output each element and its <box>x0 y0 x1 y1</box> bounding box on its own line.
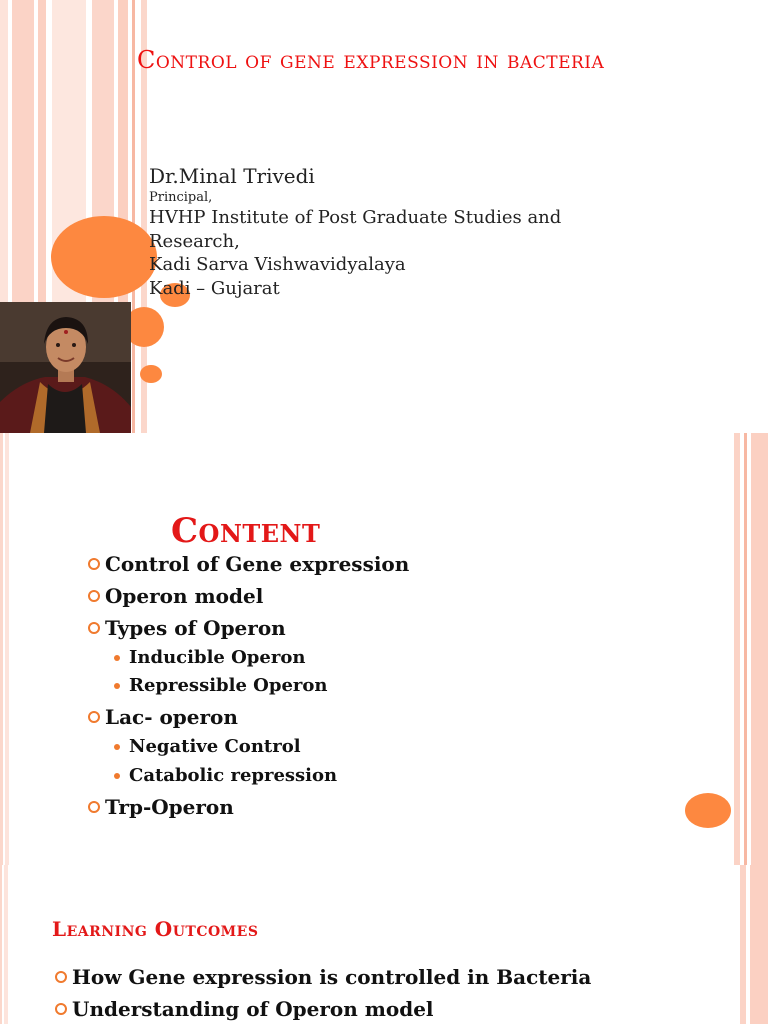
slide-title-heading: Control of gene expression in bacteria <box>137 46 605 74</box>
list-item <box>88 584 263 608</box>
decor-stripe <box>132 0 135 433</box>
author-block <box>149 163 579 300</box>
sub-list-item <box>114 736 301 757</box>
author-photo-image <box>0 302 131 433</box>
affiliation-line: Kadi Sarva Vishwavidyalaya <box>149 254 406 275</box>
bullet-icon <box>88 590 100 602</box>
learning-outcomes-heading: Learning Outcomes <box>52 917 259 941</box>
decor-stripe <box>734 433 740 865</box>
list-item-text: Inducible Operon <box>129 647 306 668</box>
bullet-icon <box>88 711 100 723</box>
list-item-text: Lac- operon <box>105 705 238 729</box>
author-role: Principal, <box>149 190 213 205</box>
affiliation-line: Research, <box>149 230 240 252</box>
decor-circle <box>51 216 157 298</box>
bullet-icon <box>114 773 120 779</box>
decor-circle <box>685 793 731 828</box>
list-item-text: Repressible Operon <box>129 675 328 696</box>
decor-stripe <box>744 433 747 865</box>
bullet-icon <box>114 683 120 689</box>
sub-list-item <box>114 765 337 786</box>
affiliation-line: Kadi – Gujarat <box>149 277 280 299</box>
list-item <box>88 795 234 819</box>
slide-title <box>0 0 768 433</box>
bullet-icon <box>114 744 120 750</box>
sub-list-item <box>114 647 305 668</box>
slide-content <box>0 433 768 865</box>
list-item <box>88 552 409 576</box>
decor-circle <box>140 365 162 383</box>
sub-list-item <box>114 675 327 696</box>
bullet-icon <box>88 622 100 634</box>
list-item-text: Operon model <box>105 584 264 608</box>
bullet-icon <box>114 655 120 661</box>
list-item <box>88 616 286 640</box>
decor-stripe <box>4 865 8 1024</box>
decor-stripe <box>740 865 746 1024</box>
bullet-icon <box>55 1003 67 1015</box>
bullet-icon <box>88 801 100 813</box>
bullet-icon <box>88 558 100 570</box>
list-item-text: Catabolic repression <box>129 765 338 786</box>
list-item <box>88 705 238 729</box>
bullet-icon <box>55 971 67 983</box>
decor-stripe <box>5 433 9 865</box>
list-item-text: Trp-Operon <box>105 795 234 819</box>
slide-learning-outcomes <box>0 865 768 1024</box>
list-item-text: How Gene expression is controlled in Bacteria <box>72 965 592 989</box>
list-item <box>55 997 434 1021</box>
content-heading: Content <box>171 511 321 551</box>
decor-stripe <box>751 433 768 865</box>
list-item-text: Control of Gene expression <box>105 552 410 576</box>
affiliation-line: HVHP Institute of Post Graduate Studies and <box>149 207 562 228</box>
author-photo <box>0 302 131 433</box>
list-item-text: Types of Operon <box>105 616 286 640</box>
author-name: Dr.Minal Trivedi <box>149 164 315 188</box>
decor-stripe <box>750 865 768 1024</box>
list-item <box>55 965 591 989</box>
decor-stripe <box>0 865 2 1024</box>
list-item-text: Understanding of Operon model <box>72 997 434 1021</box>
decor-stripe <box>0 433 3 865</box>
list-item-text: Negative Control <box>129 736 301 757</box>
